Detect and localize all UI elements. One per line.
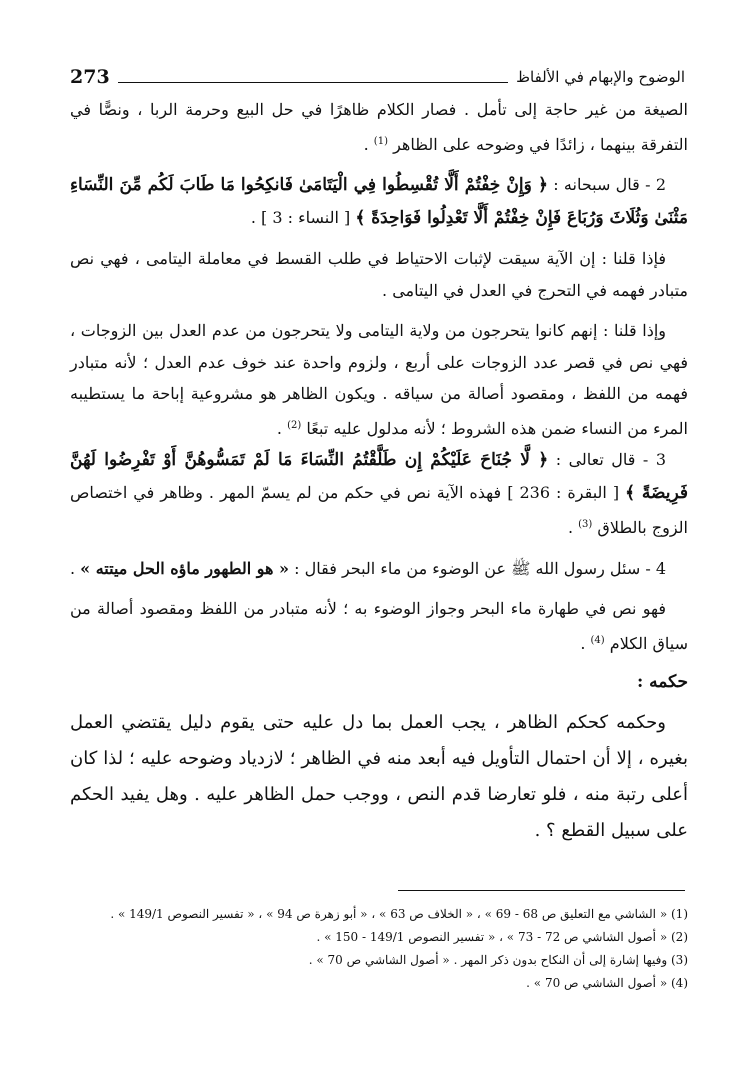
footnote-ref: (1) xyxy=(373,135,388,147)
footnote-separator xyxy=(398,890,685,891)
paragraph-text: 2 - قال سبحانه : xyxy=(547,175,667,194)
header-rule xyxy=(118,82,508,83)
footnote-ref: (4) xyxy=(590,634,605,646)
running-title: الوضوح والإبهام في الألفاظ xyxy=(516,68,685,86)
paragraph-text: وحكمه كحكم الظاهر ، يجب العمل بما دل عليه حتى يقوم دليل يقتضي العمل بغيره ، إلا أن احتمال التأويل فيه أبعد منه في الظاهر ؛ لازدياد وضوحه عليه ؛ لذا كان أعلى رتبة منه ، فلو تعارضا قدم النص ، ووجب حمل الظاهر عليه . وهل يفيد الحكم على سبيل القطع ؟ . xyxy=(70,711,688,841)
main-text xyxy=(70,94,688,849)
paragraph-4 xyxy=(70,315,688,444)
footnote-4: (4) « أصول الشاشي ص 70 » . xyxy=(526,976,688,990)
paragraph-text: وإذا قلنا : إنهم كانوا يتحرجون من ولاية اليتامى ولا يتحرجون من عدم العدل بين الزوجات ، فهي نص في قصر عدد الزوجات على أربع ، ولزوم واحدة عند خوف عدم العدل ؛ لأنه متبادر فهمه من اللفظ ، ومقصود أصالة من سياقه . ويكون الظاهر هو مشروعية إباحة ما يستطيبه المرء من النساء ضمن هذه الشروط ؛ لأنه مدلول عليه تبعًا xyxy=(70,321,688,438)
verse-reference: [ النساء : 3 ] . xyxy=(250,207,356,227)
footnote-2: (2) « أصول الشاشي ص 72 - 73 » ، « تفسير النصوص 149/1 - 150 » . xyxy=(316,930,688,944)
paragraph-text: فإذا قلنا : إن الآية سيقت لإثبات الاحتياط في طلب القسط في معاملة اليتامى ، فهي نص متبادر فهمه في التحرج في العدل في اليتامى . xyxy=(70,249,688,300)
punctuation: . xyxy=(567,518,579,537)
paragraph-2 xyxy=(70,169,688,234)
paragraph-8 xyxy=(70,705,688,849)
page-header xyxy=(70,58,685,88)
paragraph-3 xyxy=(70,243,688,306)
footnote-ref: (2) xyxy=(287,419,302,431)
quran-verse: ﴿ وَإِنْ خِفْتُمْ أَلَّا تُقْسِطُوا فِي الْيَتَامَىٰ فَانكِحُوا مَا طَابَ لَكُم مِّنَ النِّسَاءِ مَثْنَىٰ وَثُلَاثَ وَرُبَاعَ فَإِنْ خِفْتُمْ أَلَّا تَعْدِلُوا فَوَاحِدَةً ﴾ xyxy=(70,175,688,228)
punctuation: . xyxy=(363,134,374,154)
footnote-ref: (3) xyxy=(578,519,593,530)
punctuation: . xyxy=(69,558,81,578)
paragraph-6 xyxy=(70,553,688,585)
paragraph-1 xyxy=(70,94,688,160)
paragraph-5 xyxy=(70,444,688,544)
footnotes xyxy=(70,903,688,995)
footnote-3: (3) وفيها إشارة إلى أن النكاح بدون ذكر المهر . « أصول الشاشي ص 70 » . xyxy=(308,953,688,967)
paragraph-text: 4 - سئل رسول الله ﷺ عن الوضوء من ماء البحر فقال : xyxy=(289,558,666,578)
paragraph-text: 3 - قال تعالى : xyxy=(548,450,666,469)
paragraph-text: فهو نص في طهارة ماء البحر وجواز الوضوء به ؛ لأنه متبادر من اللفظ ومقصود أصالة من سياق الكلام xyxy=(70,599,688,653)
paragraph-text: [ البقرة : 236 ] فهذه الآية نص في حكم من لم يسمّ المهر . وظاهر في اختصاص الزوج بالطلاق xyxy=(70,482,688,537)
punctuation: . xyxy=(580,633,591,653)
hadith-quote: « هو الطهور ماؤه الحل ميتته » xyxy=(80,558,290,578)
paragraph-text: الصيغة من غير حاجة إلى تأمل . فصار الكلام ظاهرًا في حل البيع وحرمة الربا ، ونصًّا في التفرقة بينهما ، زائدًا في وضوحه على الظاهر xyxy=(70,100,689,154)
punctuation: . xyxy=(276,418,288,438)
page-number: 273 xyxy=(70,66,110,88)
quran-verse: ﴿ لَّا جُنَاحَ عَلَيْكُمْ إِن طَلَّقْتُمُ النِّسَاءَ مَا لَمْ تَمَسُّوهُنَّ أَوْ تَفْرِضُوا لَهُنَّ فَرِيضَةً ﴾ xyxy=(70,450,688,503)
section-heading: حكمه : xyxy=(636,672,688,692)
footnote-1: (1) « الشاشي مع التعليق ص 68 - 69 » ، « الخلاف ص 63 » ، « أبو زهرة ص 94 » ، « تفسير النصوص 149/1 » . xyxy=(110,907,688,921)
paragraph-7 xyxy=(70,593,688,659)
